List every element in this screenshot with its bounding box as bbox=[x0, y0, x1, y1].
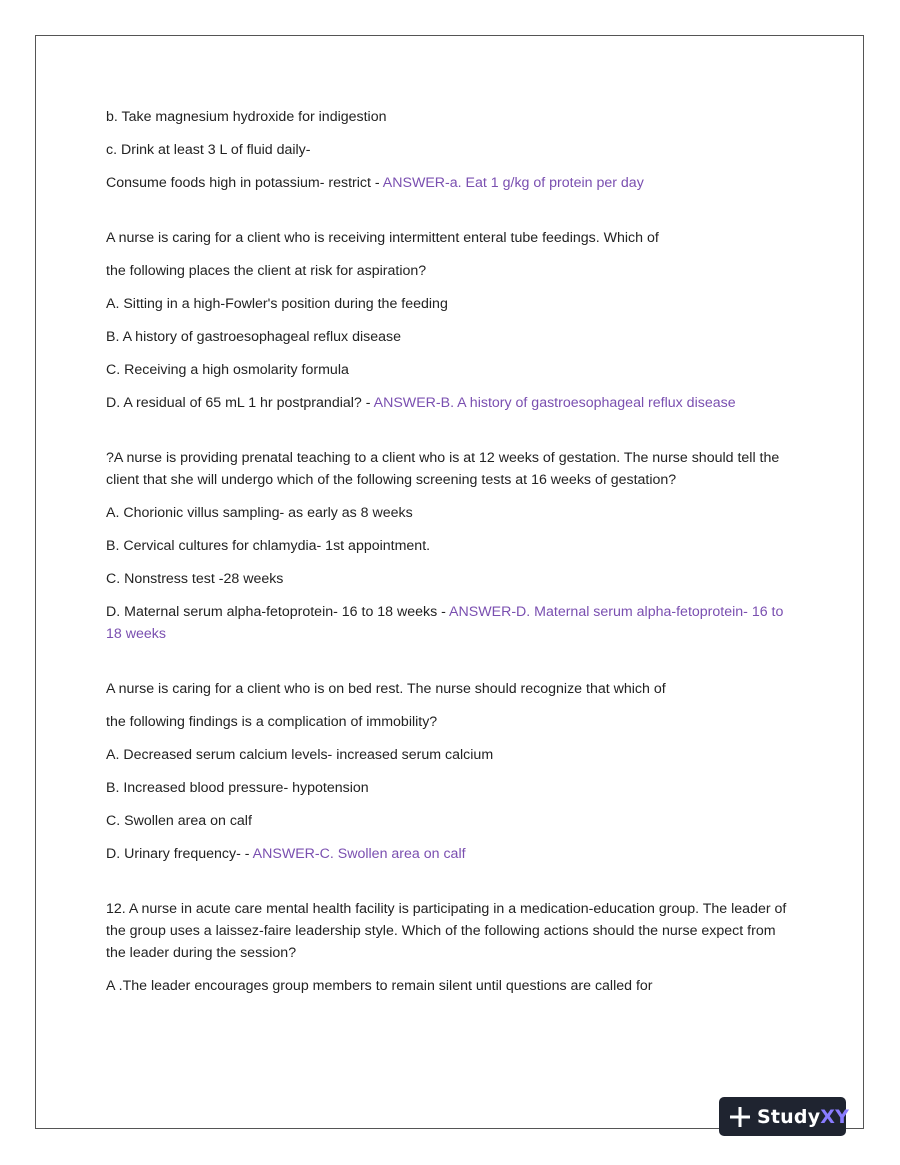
question-enteral-option-b: B. A history of gastroesophageal reflux disease bbox=[106, 329, 401, 345]
option-c-fluid: c. Drink at least 3 L of fluid daily- bbox=[106, 142, 311, 158]
question-immobility-stem-1: A nurse is caring for a client who is on bed rest. The nurse should recognize that which of bbox=[106, 681, 666, 697]
question-enteral-option-a: A. Sitting in a high-Fowler's position during the feeding bbox=[106, 296, 448, 312]
answer-text: ANSWER-C. Swollen area on calf bbox=[252, 846, 466, 862]
question-enteral-option-d bbox=[106, 392, 796, 414]
question-immobility-stem-2: the following findings is a complication of immobility? bbox=[106, 714, 438, 730]
question-enteral-stem-1: A nurse is caring for a client who is receiving intermittent enteral tube feedings. Which of bbox=[106, 230, 659, 246]
brand-name bbox=[757, 1106, 849, 1128]
question-prenatal-option-c: C. Nonstress test -28 weeks bbox=[106, 571, 284, 587]
option-text: D. Maternal serum alpha-fetoprotein- 16 to 18 weeks - bbox=[106, 604, 450, 620]
question-immobility-option-c: C. Swollen area on calf bbox=[106, 813, 252, 829]
option-b-magnesium: b. Take magnesium hydroxide for indigestion bbox=[106, 109, 387, 125]
plus-icon bbox=[729, 1106, 751, 1128]
question-leadership-option-a: A .The leader encourages group members to remain silent until questions are called for bbox=[106, 978, 653, 994]
option-potassium-with-answer bbox=[106, 172, 796, 194]
question-immobility-option-b: B. Increased blood pressure- hypotension bbox=[106, 780, 369, 796]
option-text: Consume foods high in potassium- restrict - bbox=[106, 175, 383, 191]
question-immobility-option-a: A. Decreased serum calcium levels- increased serum calcium bbox=[106, 747, 494, 763]
question-prenatal-option-d bbox=[106, 601, 796, 645]
question-enteral-option-c: C. Receiving a high osmolarity formula bbox=[106, 362, 349, 378]
question-prenatal-option-b: B. Cervical cultures for chlamydia- 1st appointment. bbox=[106, 538, 431, 554]
question-prenatal-stem: ?A nurse is providing prenatal teaching to a client who is at 12 weeks of gestation. The nurse should tell the client that she will undergo which of the following screening tests at 16 weeks of gestation? bbox=[106, 450, 780, 488]
document-body bbox=[106, 106, 796, 1008]
brand-name-part2: XY bbox=[820, 1105, 850, 1128]
answer-text: ANSWER-D. Maternal serum alpha-fetoprotein- 16 to 18 weeks bbox=[106, 604, 784, 642]
option-text: D. Urinary frequency- - bbox=[106, 846, 253, 862]
answer-text: ANSWER-a. Eat 1 g/kg of protein per day bbox=[382, 175, 644, 191]
question-leadership-stem: 12. A nurse in acute care mental health facility is participating in a medication-education group. The leader of the group uses a laissez-faire leadership style. Which of the following actions should the nurse expect from the leader during the session? bbox=[106, 901, 787, 961]
question-prenatal-option-a: A. Chorionic villus sampling- as early as 8 weeks bbox=[106, 505, 413, 521]
question-enteral-stem-2: the following places the client at risk for aspiration? bbox=[106, 263, 427, 279]
brand-name-part1: Study bbox=[757, 1105, 821, 1128]
studyxy-logo[interactable] bbox=[719, 1097, 850, 1136]
question-immobility-option-d bbox=[106, 843, 796, 865]
option-text: D. A residual of 65 mL 1 hr postprandial? - bbox=[106, 395, 374, 411]
answer-text: ANSWER-B. A history of gastroesophageal reflux disease bbox=[373, 395, 736, 411]
